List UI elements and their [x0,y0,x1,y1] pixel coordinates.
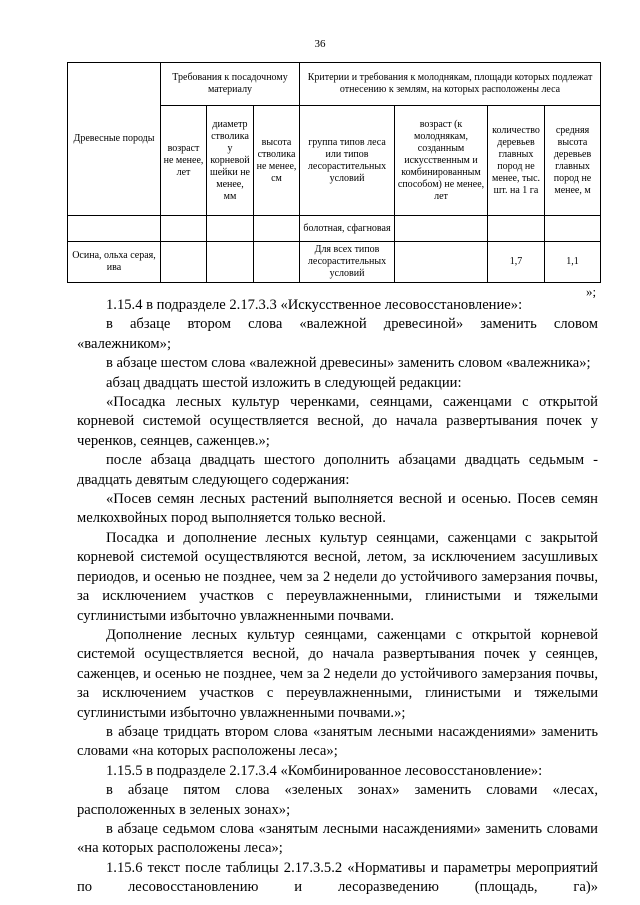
diameter-header: диаметр стволика у корневой шейки не менее, мм [207,106,254,216]
page-number: 36 [314,38,326,50]
avg-height-header: средняя высота деревьев главных пород не менее, м [545,106,601,216]
species-cell [68,216,161,242]
paragraph: после абзаца двадцать шестого дополнить абзацами двадцать седьмым - двадцать девятым следующего содержания: [77,452,598,488]
paragraph: в абзаце пятом слова «зеленых зонах» заменить словами «лесах, расположенных в зеленых зонах»; [77,782,598,818]
table-header-row [68,63,601,106]
stem-height-header: высота стволика не менее, см [254,106,300,216]
age-cell [161,242,207,283]
paragraph: абзац двадцать шестой изложить в следующей редакции: [106,374,462,391]
body-text [77,296,598,898]
paragraph: Дополнение лесных культур сеянцами, саженцами с открытой корневой системой осуществляется весной, до начала развертывания почек у сеянцев, саженцев, и осенью не позднее, чем за 2 недели до устойчивого замерзания почвы, за исключением участков с переувлажненными, глинистыми и тяжелыми суглинистыми избыточно увлажненными почвами.»; [77,626,598,721]
forest-type-header: группа типов леса или типов лесорастительных условий [300,106,395,216]
paragraph: 1.15.4 в подразделе 2.17.3.3 «Искусственное лесовосстановление»: [106,297,523,313]
paragraph: 1.15.5 в подразделе 2.17.3.4 «Комбинированное лесовосстановление»: [106,762,543,779]
paragraph: в абзаце шестом слова «валежной древесины» заменить словом «валежника»; [106,355,591,372]
paragraph: 1.15.6 текст после таблицы 2.17.3.5.2 «Нормативы и параметры мероприятий по лесовосстановлению и лесоразведению (площадь, га)» [77,859,598,896]
diameter-cell [207,242,254,283]
forest-type-cell: Для всех типов лесорастительных условий [300,242,395,283]
table-row [68,242,601,283]
avg-height-cell: 1,1 [545,242,601,283]
paragraph: Посадка и дополнение лесных культур сеянцами, саженцами с закрытой корневой системой осуществляются весной, летом, за исключением засушливых периодов, и осенью не позднее, чем за 2 недели до устойчивого замерзания почвы, за исключением участков с переувлажненными, глинистыми и тяжелыми суглинистыми избыточно увлажненными почвами. [77,529,598,624]
paragraph: в абзаце седьмом слова «занятым лесными насаждениями» заменить словами «на которых расположены леса»; [77,820,598,857]
paragraph: «Посев семян лесных растений выполняется весной и осенью. Посев семян мелкохвойных пород выполняется только весной. [77,491,598,527]
tree-count-header: количество деревьев главных пород не менее, тыс. шт. на 1 га [488,106,545,216]
young-age-cell [395,242,488,283]
avg-height-cell [545,216,601,242]
age-cell [161,216,207,242]
stem-height-cell [254,242,300,283]
diameter-cell [207,216,254,242]
species-header: Древесные породы [68,63,161,216]
stem-height-cell [254,216,300,242]
table-row [68,216,601,242]
norms-table [67,62,601,283]
species-cell: Осина, ольха серая, ива [68,242,161,283]
paragraph: «Посадка лесных культур черенками, сеянцами, саженцами с открытой корневой системой осуществляется весной, до начала развертывания почек у черенков, сеянцев, саженцев.»; [77,394,598,449]
age-header: возраст не менее, лет [161,106,207,216]
paragraph: в абзаце втором слова «валежной древесиной» заменить словом «валежником»; [77,316,598,352]
young-age-header: возраст (к молоднякам, созданным искусственным и комбинированным способом) не менее, лет [395,106,488,216]
table-closing-quote: »; [586,284,597,299]
young-growth-criteria-header: Критерии и требования к молоднякам, площади которых подлежат отнесению к землям, на которых расположены леса [300,63,601,106]
planting-material-header: Требования к посадочному материалу [161,63,300,106]
tree-count-cell [488,216,545,242]
paragraph: в абзаце тридцать втором слова «занятым лесными насаждениями» заменить словами «на которых расположены леса»; [77,723,598,760]
tree-count-cell: 1,7 [488,242,545,283]
forest-type-cell: болотная, сфагновая [300,216,395,242]
young-age-cell [395,216,488,242]
